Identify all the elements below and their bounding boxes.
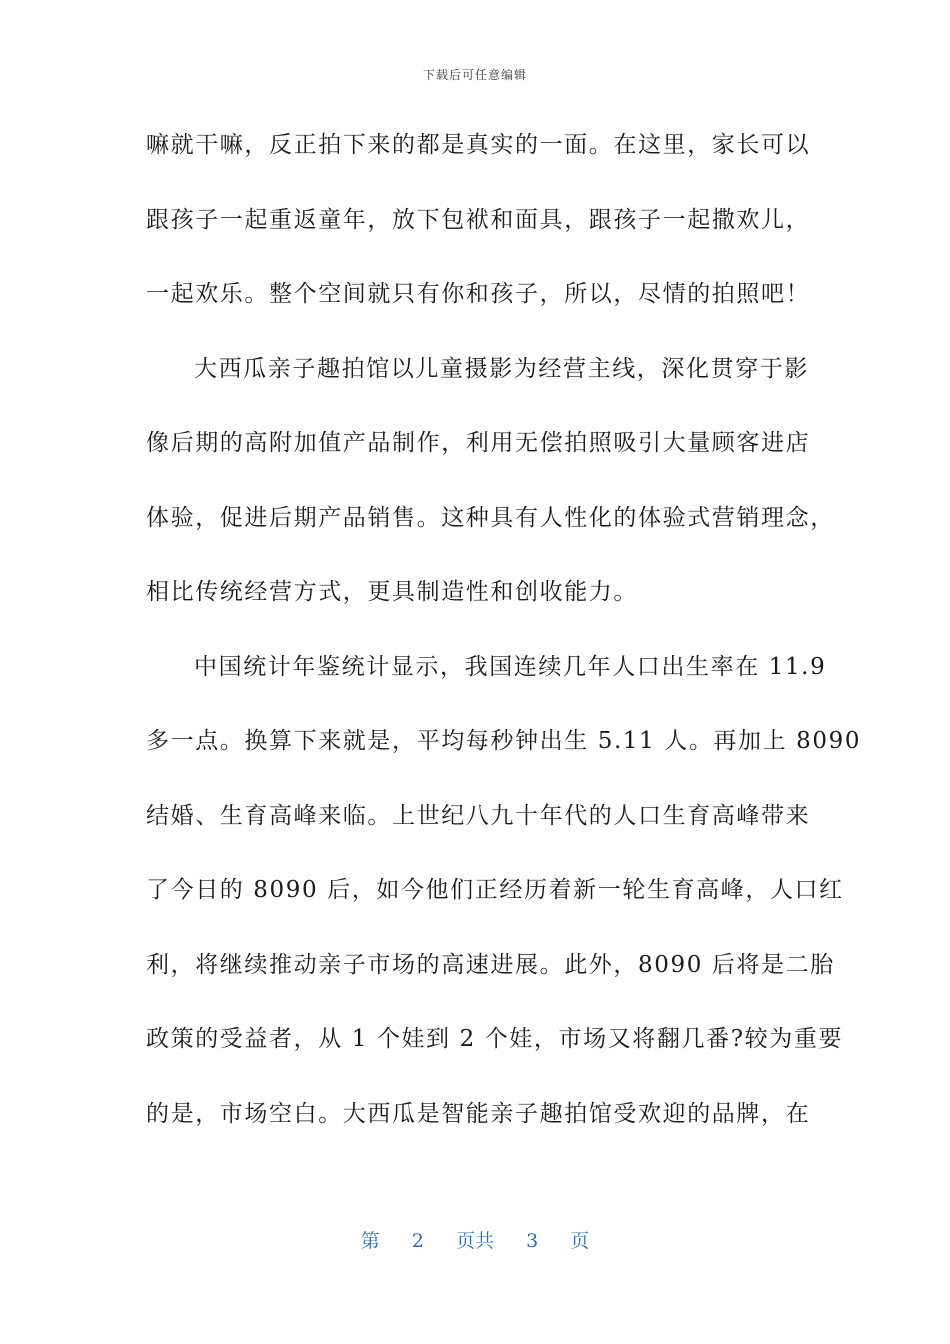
text-line: 跟孩子一起重返童年，放下包袱和面具，跟孩子一起撒欢儿， bbox=[146, 206, 811, 233]
text-line: 多一点。换算下来就是，平均每秒钟出生 5.11 人。再加上 8090 bbox=[146, 728, 862, 754]
page-footer bbox=[0, 1226, 950, 1253]
paragraph-start-line: 中国统计年鉴统计显示，我国连续几年人口出生率在 11.9 bbox=[194, 653, 827, 680]
page-header: 下载后可任意编辑 bbox=[422, 68, 527, 82]
text-line: 的是，市场空白。大西瓜是智能亲子趣拍馆受欢迎的品牌，在 bbox=[146, 1100, 811, 1127]
page-current-number: 2 bbox=[411, 1230, 424, 1252]
text-line: 像后期的高附加值产品制作，利用无偿拍照吸引大量顾客进店 bbox=[146, 430, 811, 456]
page-label-mid: 页共 bbox=[455, 1230, 494, 1252]
page-label-prefix: 第 bbox=[360, 1230, 380, 1252]
document-body bbox=[146, 122, 862, 1165]
text-line: 结婚、生育高峰来临。上世纪八九十年代的人口生育高峰带来 bbox=[146, 802, 811, 829]
text-line: 一起欢乐。整个空间就只有你和孩子，所以，尽情的拍照吧！ bbox=[146, 281, 811, 307]
page-label-suffix: 页 bbox=[570, 1230, 590, 1252]
text-line: 体验，促进后期产品销售。这种具有人性化的体验式营销理念， bbox=[146, 504, 835, 531]
text-line: 相比传统经营方式，更具制造性和创收能力。 bbox=[146, 579, 638, 605]
text-line: 利，将继续推动亲子市场的高速进展。此外，8090 后将是二胎 bbox=[146, 951, 835, 978]
text-line: 政策的受益者，从 1 个娃到 2 个娃，市场又将翻几番?较为重要 bbox=[146, 1026, 844, 1052]
text-line: 了今日的 8090 后，如今他们正经历着新一轮生育高峰，人口红 bbox=[146, 877, 844, 903]
text-line: 嘛就干嘛，反正拍下来的都是真实的一面。在这里，家长可以 bbox=[146, 132, 811, 158]
paragraph-start-line: 大西瓜亲子趣拍馆以儿童摄影为经营主线，深化贯穿于影 bbox=[194, 355, 809, 382]
page-total-number: 3 bbox=[526, 1230, 539, 1252]
